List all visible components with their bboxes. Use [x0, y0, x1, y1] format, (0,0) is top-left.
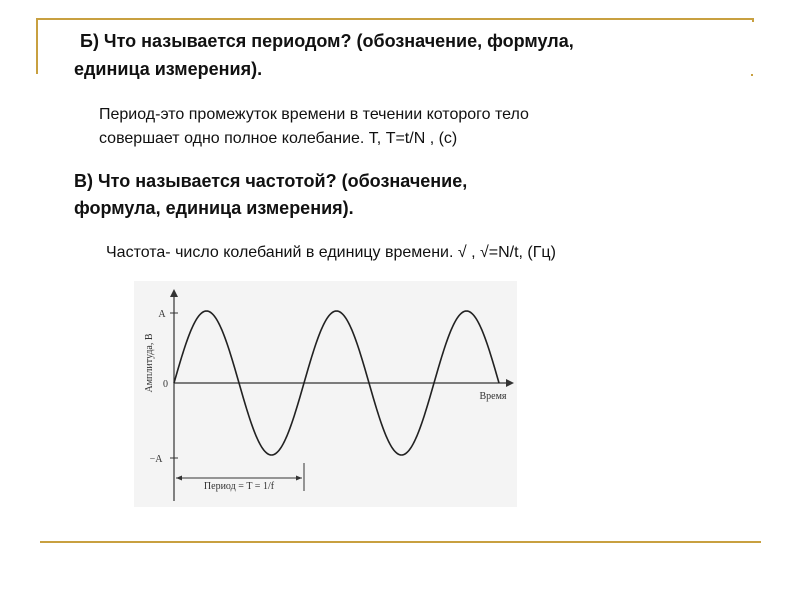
y-axis-label: Амплитуда, В — [144, 333, 155, 393]
question-period-line-2: единица измерения). — [74, 59, 263, 79]
answer-period-line-1: Период-это промежуток времени в течении которого тело — [99, 106, 529, 123]
sine-wave-figure — [134, 281, 517, 507]
question-period-line-1: Б) Что называется периодом? (обозначение, формула, — [80, 31, 574, 51]
x-axis-label: Время — [479, 391, 507, 402]
right-decor-dot — [751, 74, 753, 76]
y-axis-arrow-icon — [170, 289, 178, 297]
question-frequency-line-2: формула, единица измерения). — [74, 198, 354, 218]
sine-wave-diagram — [134, 281, 517, 507]
right-decor-tick — [752, 18, 754, 22]
label-zero: 0 — [163, 379, 168, 390]
answer-frequency: Частота- число колебаний в единицу времени. √ , √=N/t, (Гц) — [106, 244, 556, 261]
period-label: Период = T = 1/f — [203, 481, 275, 492]
question-frequency-line-1: В) Что называется частотой? (обозначение, — [74, 171, 468, 191]
label-a: A — [158, 309, 166, 320]
answer-period-line-2: совершает одно полное колебание. Т, Т=t/N , (с) — [99, 130, 458, 147]
period-arrow-left-icon — [176, 476, 182, 481]
bottom-decor-line — [40, 541, 761, 543]
label-minus-a: −A — [149, 454, 163, 465]
left-decor-bar — [36, 18, 38, 74]
period-arrow-right-icon — [296, 476, 302, 481]
top-decor-line — [36, 18, 754, 20]
x-axis-arrow-icon — [506, 379, 514, 387]
